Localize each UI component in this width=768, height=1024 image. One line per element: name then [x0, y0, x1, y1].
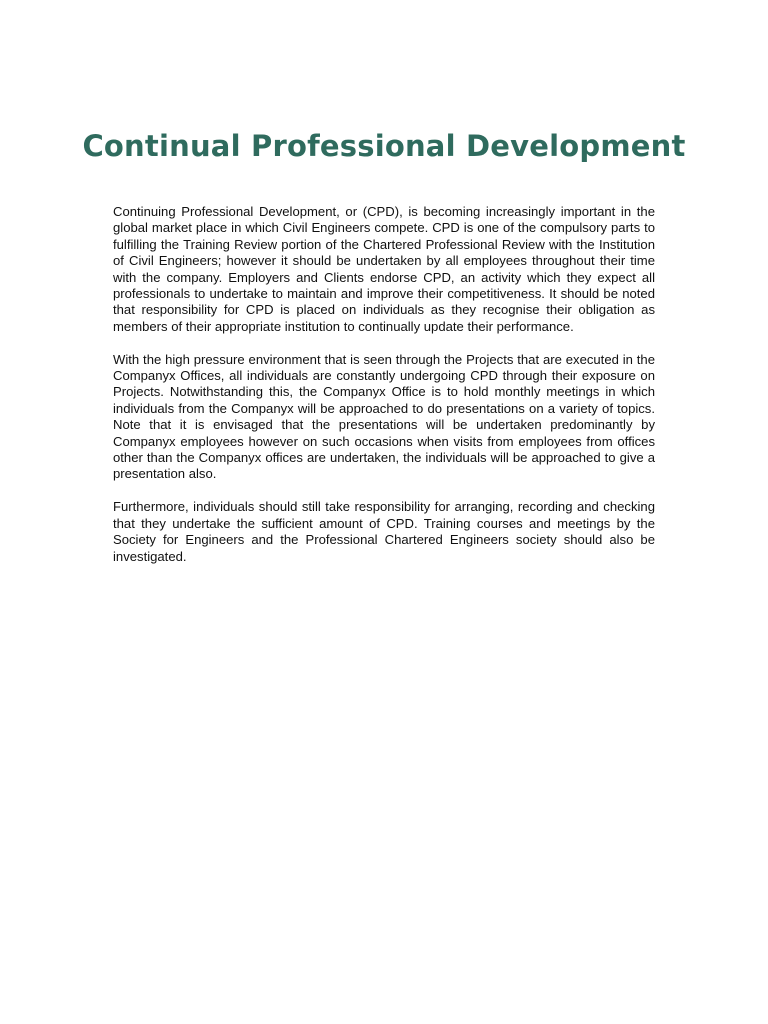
paragraph-responsibility: Furthermore, individuals should still take responsibility for arranging, recording and checking that they undertake the sufficient amount of CPD. Training courses and meetings by the Society for Engineers and the Professional Chartered Engineers society should also be investigated. [113, 499, 655, 564]
paragraph-projects: With the high pressure environment that is seen through the Projects that are executed in the Companyx Offices, all individuals are constantly undergoing CPD through their exposure on Projects. Notwithstanding this, the Companyx Office is to hold monthly meetings in which individuals from the Companyx will be approached to do presentations on a variety of topics. Note that it is envisaged that the presentations will be undertaken predominantly by Companyx employees however on such occasions when visits from employees from offices other than the Companyx offices are undertaken, the individuals will be approached to give a presentation also. [113, 351, 655, 482]
page-title: Continual Professional Development [82, 129, 686, 163]
document-body [113, 204, 655, 581]
paragraph-intro: Continuing Professional Development, or (CPD), is becoming increasingly important in the global market place in which Civil Engineers compete. CPD is one of the compulsory parts to fulfilling the Training Review portion of the Chartered Professional Review with the Institution of Civil Engineers; however it should be undertaken by all employees throughout their time with the company. Employers and Clients endorse CPD, an activity which they expect all professionals to undertake to maintain and improve their competitiveness. It should be noted that responsibility for CPD is placed on individuals as they recognise their obligation as members of their appropriate institution to continually update their performance. [113, 204, 655, 334]
